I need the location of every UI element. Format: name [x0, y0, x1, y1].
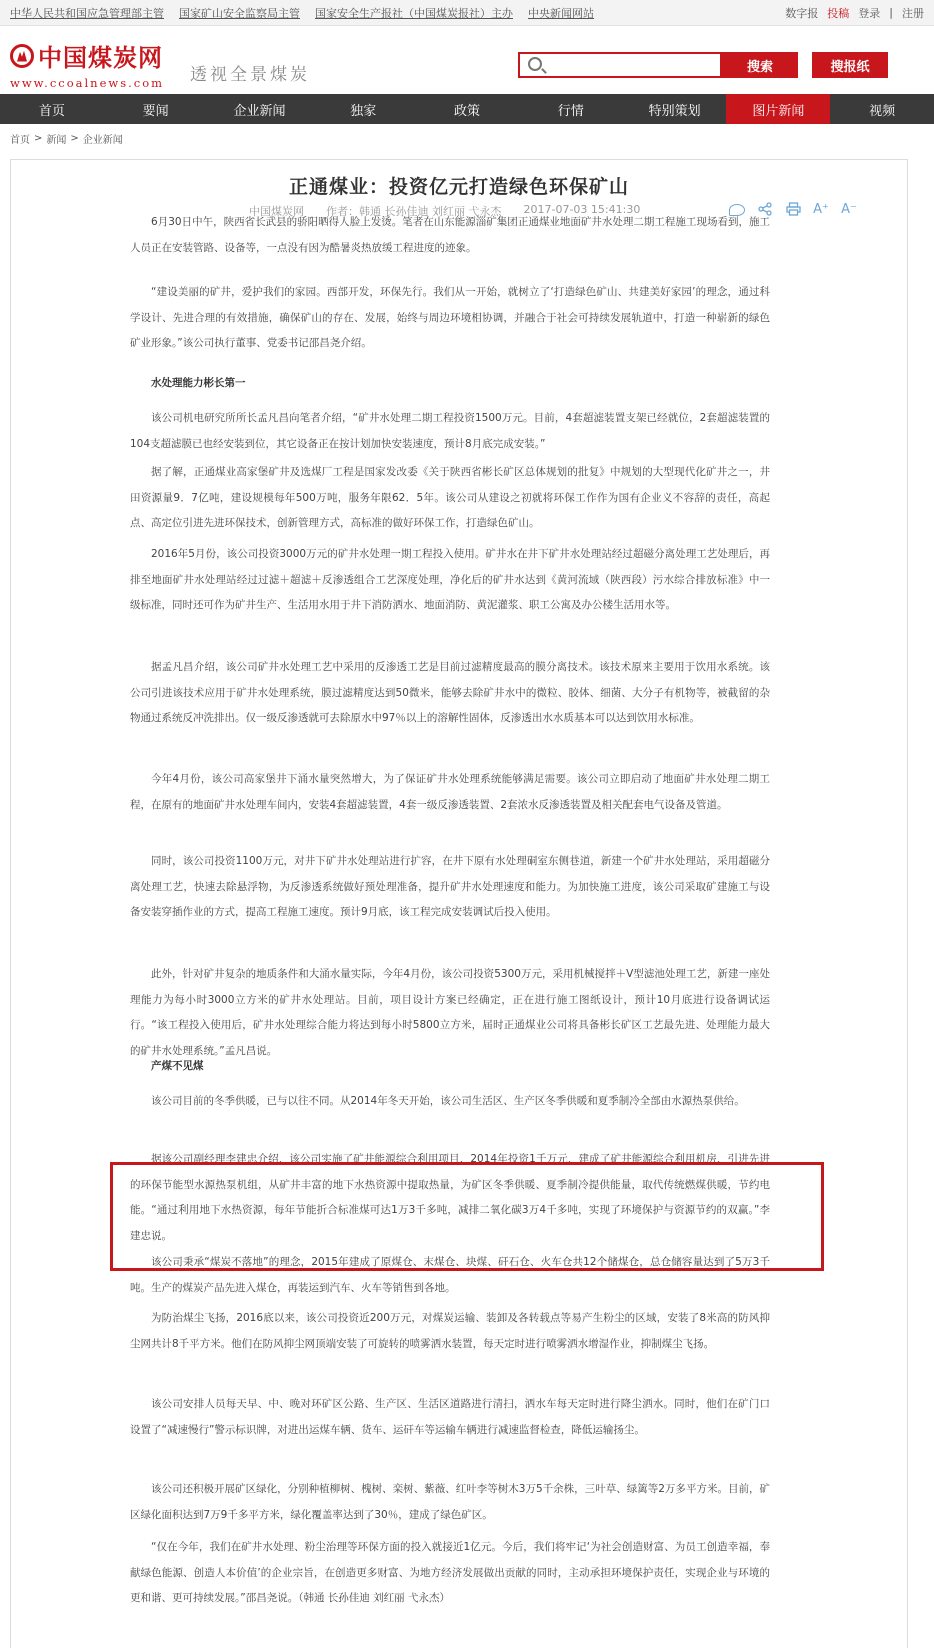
article-paragraph-highlighted: 据该公司副经理李建忠介绍，该公司实施了矿井能源综合利用项目，2014年投资1千万元，建成了矿井能源综合利用机房，引进先进的环保节能型水源热泵机组，从矿井丰富的地下水热资源中提取热量，为矿区冬季供暖、夏季制冷提供能量，取代传统燃煤供暖，节约电能。“通过利用地下水热资源，每年节能折合标准煤可达1万3千多吨，减排二氧化碳3万4千多吨，实现了环境保护与资源节约的双赢。”李建忠说。	[130, 1153, 770, 1242]
site-logo[interactable]	[10, 38, 180, 90]
search-paper-button[interactable]: 搜报纸	[812, 52, 888, 78]
section-heading: 水处理能力彬长第一	[151, 377, 246, 389]
search-button[interactable]: 搜索	[722, 52, 798, 78]
article-date: 2017-07-03 15:41:30	[523, 203, 641, 216]
highlight-box	[110, 1162, 824, 1271]
search-box	[518, 52, 722, 78]
article-paragraph: 该公司安排人员每天早、中、晚对环矿区公路、生产区、生活区道路进行清扫，洒水车每天定时进行降尘洒水。同时，他们在矿门口设置了“减速慢行”警示标识牌，对进出运煤车辆、货车、运矸车等运输车辆进行减速监督检查，降低运输扬尘。	[130, 1398, 770, 1436]
article-paragraph: 该公司还积极开展矿区绿化，分别种植柳树、槐树、栾树、紫薇、红叶李等树木3万5千余株，三叶草、绿篱等2万多平方米。目前，矿区绿化面积达到7万9千多平方米，绿化覆盖率达到了30％，建成了绿色矿区。	[130, 1483, 770, 1521]
article-paragraph: 该公司机电研究所所长孟凡昌向笔者介绍，“矿井水处理二期工程投资1500万元。目前，4套超滤装置支架已经就位，2套超滤装置的104支超滤膜已也经安装到位，其它设备正在按计划加快安装速度，预计8月底完成安装。”	[130, 412, 770, 450]
print-icon[interactable]	[785, 201, 801, 217]
submit-link[interactable]: 投稿	[827, 6, 850, 20]
breadcrumb-home[interactable]: 首页	[10, 134, 30, 146]
nav-photo-news[interactable]: 图片新闻	[726, 94, 830, 124]
nav-policy[interactable]: 政策	[454, 103, 481, 119]
breadcrumb-news[interactable]: 新闻	[46, 134, 67, 146]
nav-home[interactable]: 首页	[38, 103, 65, 119]
breadcrumb	[0, 124, 934, 152]
digital-paper-link[interactable]: 数字报	[785, 6, 819, 20]
partner-links	[10, 5, 594, 21]
main-nav	[0, 94, 934, 124]
article-paragraph: 该公司目前的冬季供暖，已与以往不同。从2014年冬天开始，该公司生活区、生产区冬季供暖和夏季制冷全部由水源热泵供给。	[151, 1095, 745, 1107]
font-decrease-icon[interactable]: A⁻	[841, 201, 857, 217]
link-mine-safety[interactable]: 国家矿山安全监察局主管	[179, 6, 300, 20]
article-paragraph: 同时，该公司投资1100万元，对井下矿井水处理站进行扩容，在井下原有水处理硐室东侧巷道，新建一个矿井水处理站，采用超磁分离处理工艺，快速去除悬浮物，为反渗透系统做好预处理准备，提升矿井水处理速度和能力。为加快施工进度，该公司采取矿建施工与设备安装穿插作业的方式，提高工程施工速度。预计9月底，该工程完成安装调试后投入使用。	[130, 855, 770, 918]
breadcrumb-section[interactable]: 企业新闻	[82, 134, 123, 146]
nav-market[interactable]: 行情	[557, 103, 584, 119]
search-icon	[528, 57, 542, 71]
search-input[interactable]	[550, 56, 718, 74]
article-paragraph: 2016年5月份，该公司投资3000万元的矿井水处理一期工程投入使用。矿井水在井下矿井水处理站经过超磁分离处理工艺处理后，再排至地面矿井水处理站经过过滤＋超滤＋反渗透组合工艺深度处理，净化后的矿井水达到《黄河流域（陕西段）污水综合排放标准》中一级标准，同时还可作为矿井生产、生活用水用于井下消防洒水、地面消防、黄泥灌浆、职工公寓及办公楼生活用水等。	[130, 548, 770, 611]
link-ministry[interactable]: 中华人民共和国应急管理部主管	[10, 6, 164, 20]
article-paragraph: “建设美丽的矿井，爱护我们的家园。西部开发，环保先行。我们从一开始，就树立了‘打造绿色矿山、共建美好家园’的理念，通过科学设计、先进合理的有效措施，确保矿山的存在、发展，始终与周边环境相协调，并融合于社会可持续发展轨道中，打造一种崭新的绿色矿业形象。”该公司执行董事、党委书记邵昌尧介绍。	[130, 286, 770, 349]
article-paragraph: 为防治煤尘飞扬，2016底以来，该公司投资近200万元，对煤炭运输、装卸及各转载点等易产生粉尘的区域，安装了8米高的防风抑尘网共计8千平方米。他们在防风抑尘网顶端安装了可旋转的喷雾洒水装置，每天定时进行喷雾洒水增湿作业，抑制煤尘飞扬。	[130, 1312, 770, 1350]
breadcrumb-separator: >	[34, 132, 43, 144]
nav-exclusive[interactable]: 独家	[350, 103, 377, 119]
nav-headlines[interactable]: 要闻	[142, 103, 169, 119]
article-paragraph: 该公司秉承“煤炭不落地”的理念，2015年建成了原煤仓、末煤仓、块煤、矸石仓、火车仓共12个储煤仓，总仓储容量达到了5万3千吨。生产的煤炭产品先进入煤仓，再装运到汽车、火车等销售到各地。	[130, 1256, 770, 1294]
user-links	[785, 5, 924, 21]
font-increase-icon[interactable]: A⁺	[813, 201, 829, 217]
site-slogan: 透视全景煤炭	[190, 65, 310, 85]
article-paragraph: 据孟凡昌介绍，该公司矿井水处理工艺中采用的反渗透工艺是目前过滤精度最高的膜分离技术。该技术原来主要用于饮用水系统。该公司引进该技术应用于矿井水处理系统，膜过滤精度达到50微米，能够去除矿井水中的微粒、胶体、细菌、大分子有机物等，被截留的杂物通过系统反冲洗排出。仅一级反渗透就可去除原水中97％以上的溶解性固体，反渗透出水水质基本可以达到饮用水标准。	[130, 661, 770, 724]
register-link[interactable]: 注册	[902, 6, 924, 20]
site-header	[0, 26, 934, 94]
logo-name: 中国煤炭网	[38, 44, 163, 72]
article-paragraph: 6月30日中午，陕西省长武县的骄阳晒得人脸上发烫。笔者在山东能源淄矿集团正通煤业地面矿井水处理二期工程施工现场看到，施工人员正在安装管路、设备等，一点没有因为酷暑炎热放缓工程进度的迹象。	[130, 216, 770, 254]
nav-video[interactable]: 视频	[869, 103, 896, 119]
login-link[interactable]: 登录	[858, 6, 881, 20]
nav-special[interactable]: 特别策划	[648, 103, 701, 119]
article-paragraph: 此外，针对矿井复杂的地质条件和大涌水量实际，今年4月份，该公司投资5300万元，采用机械搅拌＋V型滤池处理工艺，新建一座处理能力为每小时3000立方米的矿井水处理站。目前，项目设计方案已经确定，正在进行施工图纸设计，预计10月底进行设备调试运行。“该工程投入使用后，矿井水处理综合能力将达到每小时5800立方米，届时正通煤业公司将具备彬长矿区工艺最先进、处理能力最大的矿井水处理系统。”孟凡昌说。	[130, 968, 770, 1057]
article-source: 中国煤炭网	[249, 205, 304, 218]
nav-enterprise-news[interactable]: 企业新闻	[233, 103, 286, 119]
article-paragraph: 据了解，正通煤业高家堡矿井及选煤厂工程是国家发改委《关于陕西省彬长矿区总体规划的批复》中规划的大型现代化矿井之一，井田资源量9．7亿吨，建设规模每年500万吨，服务年限62．5年。该公司从建设之初就将环保工作作为国有企业义不容辞的责任，高起点、高定位引进先进环保技术，创新管理方式，高标准的做好环保工作，打造绿色矿山。	[130, 466, 770, 529]
top-link-bar	[0, 0, 934, 26]
link-safety-news[interactable]: 国家安全生产报社（中国煤炭报社）主办	[315, 6, 513, 20]
article-authors: 作者：韩通 长孙佳迪 刘红丽 弋永杰	[326, 205, 502, 218]
logo-url: www.ccoalnews.com	[10, 76, 165, 90]
article-paragraph: “仅在今年，我们在矿井水处理、粉尘治理等环保方面的投入就接近1亿元。今后，我们将牢记‘为社会创造财富、为员工创造幸福，奉献绿色能源、创造人本价值’的企业宗旨，在创造更多财富、为地方经济发展做出贡献的同时，主动承担环境保护责任，实现企业与环境的更和谐、更可持续发展。”邵昌尧说。（韩通 长孙佳迪 刘红丽 弋永杰）	[130, 1541, 770, 1604]
logo-mountain-icon	[10, 44, 34, 68]
link-central-news[interactable]: 中央新闻网站	[528, 6, 594, 20]
article-paragraph: 今年4月份，该公司高家堡井下涌水量突然增大，为了保证矿井水处理系统能够满足需要。该公司立即启动了地面矿井水处理二期工程，在原有的地面矿井水处理车间内，安装4套超滤装置，4套一级反渗透装置、2套浓水反渗透装置及相关配套电气设备及管道。	[130, 773, 770, 811]
article-title: 正通煤业：投资亿元打造绿色环保矿山	[288, 176, 629, 198]
breadcrumb-separator: >	[70, 132, 79, 144]
section-heading: 产煤不见煤	[151, 1060, 204, 1072]
divider: |	[889, 6, 893, 19]
